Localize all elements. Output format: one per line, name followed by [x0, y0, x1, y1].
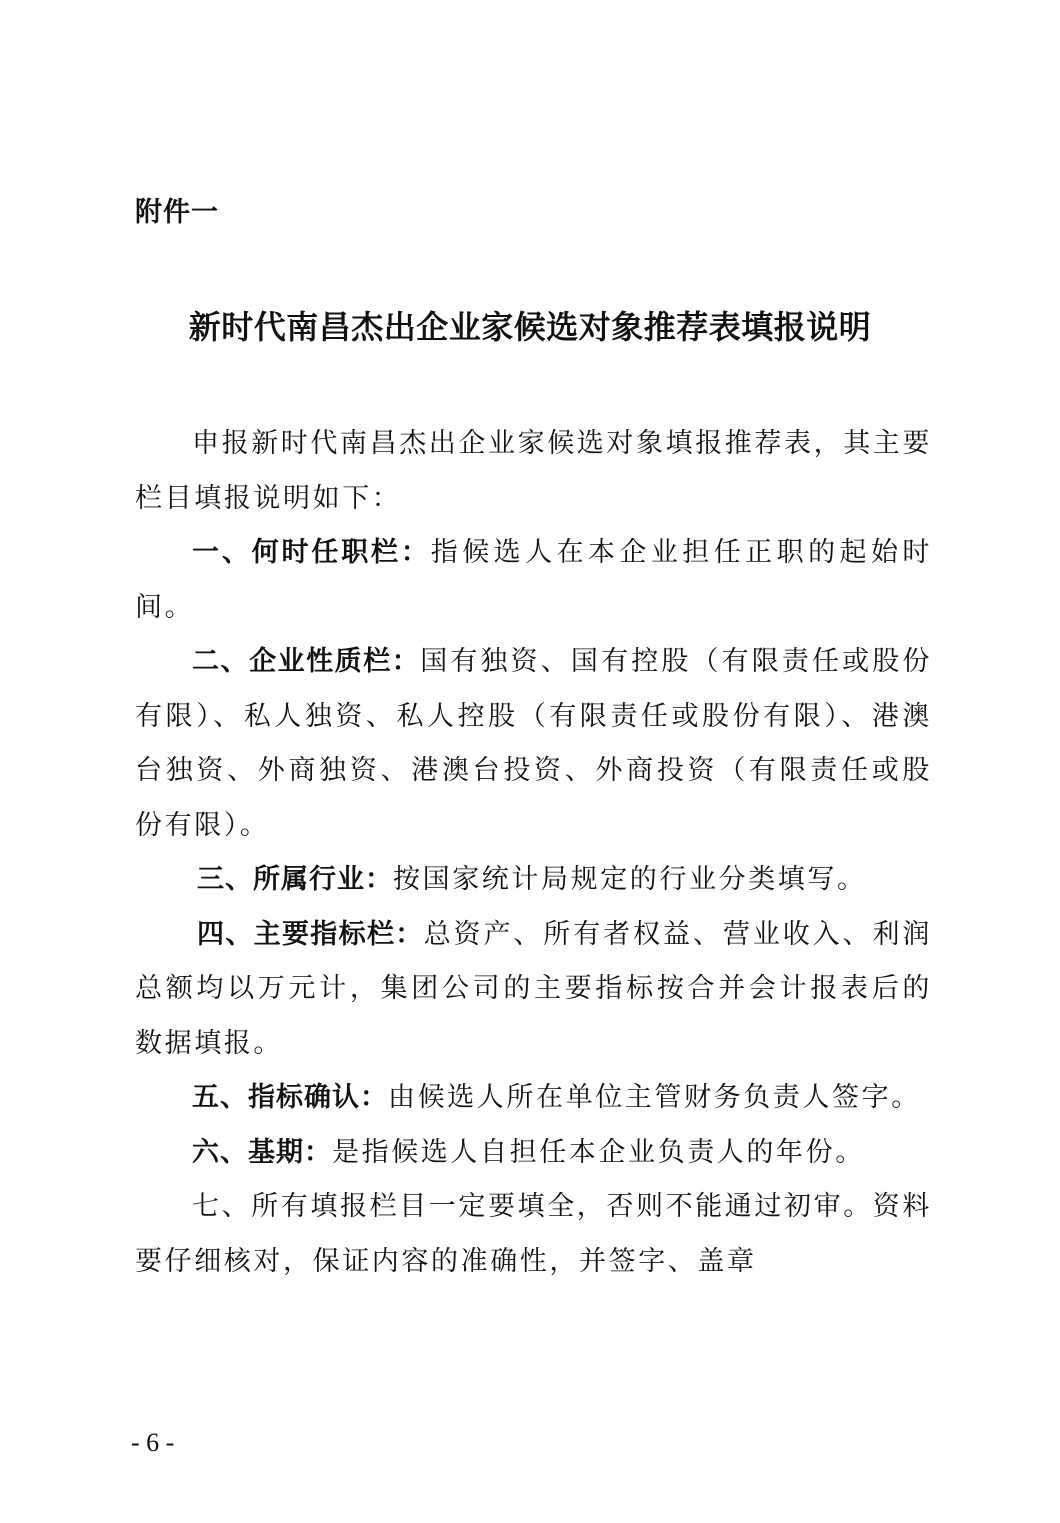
item-paragraph: [135, 908, 932, 1072]
item-paragraph: [135, 1126, 932, 1181]
item-text: 国有独资、国有控股（有限责任或股份有限）、私人独资、私人控股（有限责任或股份有限）、港澳台独资、外商独资、港澳台投资、外商投资（有限责任或股份有限）。: [135, 646, 932, 841]
item-text: 由候选人所在单位主管财务负责人签字。: [388, 1082, 921, 1113]
intro-paragraph: 申报新时代南昌杰出企业家候选对象填报推荐表，其主要栏目填报说明如下：: [135, 428, 932, 514]
item-text: 按国家统计局规定的行业分类填写。: [393, 864, 867, 895]
item-heading: 三、所属行业：: [197, 864, 393, 895]
item-paragraph: [135, 853, 932, 908]
item-heading: 六、基期：: [192, 1136, 332, 1168]
attachment-label: 附件一: [135, 197, 219, 228]
item-paragraph: [135, 1071, 932, 1126]
document-body: [135, 417, 932, 1289]
item-heading: 五、指标确认：: [192, 1082, 388, 1113]
document-title: 新时代南昌杰出企业家候选对象推荐表填报说明: [188, 308, 872, 346]
page-number: - 6 -: [131, 1428, 175, 1457]
item-paragraph: [135, 1180, 932, 1289]
item-text: 是指候选人自担任本企业负责人的年份。: [332, 1136, 865, 1168]
item-heading: 一、何时任职栏：: [192, 537, 431, 568]
item-paragraph: [135, 635, 932, 853]
item-text: 指候选人在本企业担任正职的起始时间。: [135, 537, 932, 623]
item-heading: 二、企业性质栏：: [192, 646, 421, 677]
item-text: 总资产、所有者权益、营业收入、利润总额均以万元计，集团公司的主要指标按合并会计报表后的数据填报。: [135, 918, 933, 1059]
item-heading: 四、主要指标栏：: [197, 918, 424, 950]
item-paragraph: [135, 526, 932, 635]
item-text: 七、所有填报栏目一定要填全，否则不能通过初审。资料要仔细核对，保证内容的准确性，并签字、盖章: [135, 1191, 932, 1277]
